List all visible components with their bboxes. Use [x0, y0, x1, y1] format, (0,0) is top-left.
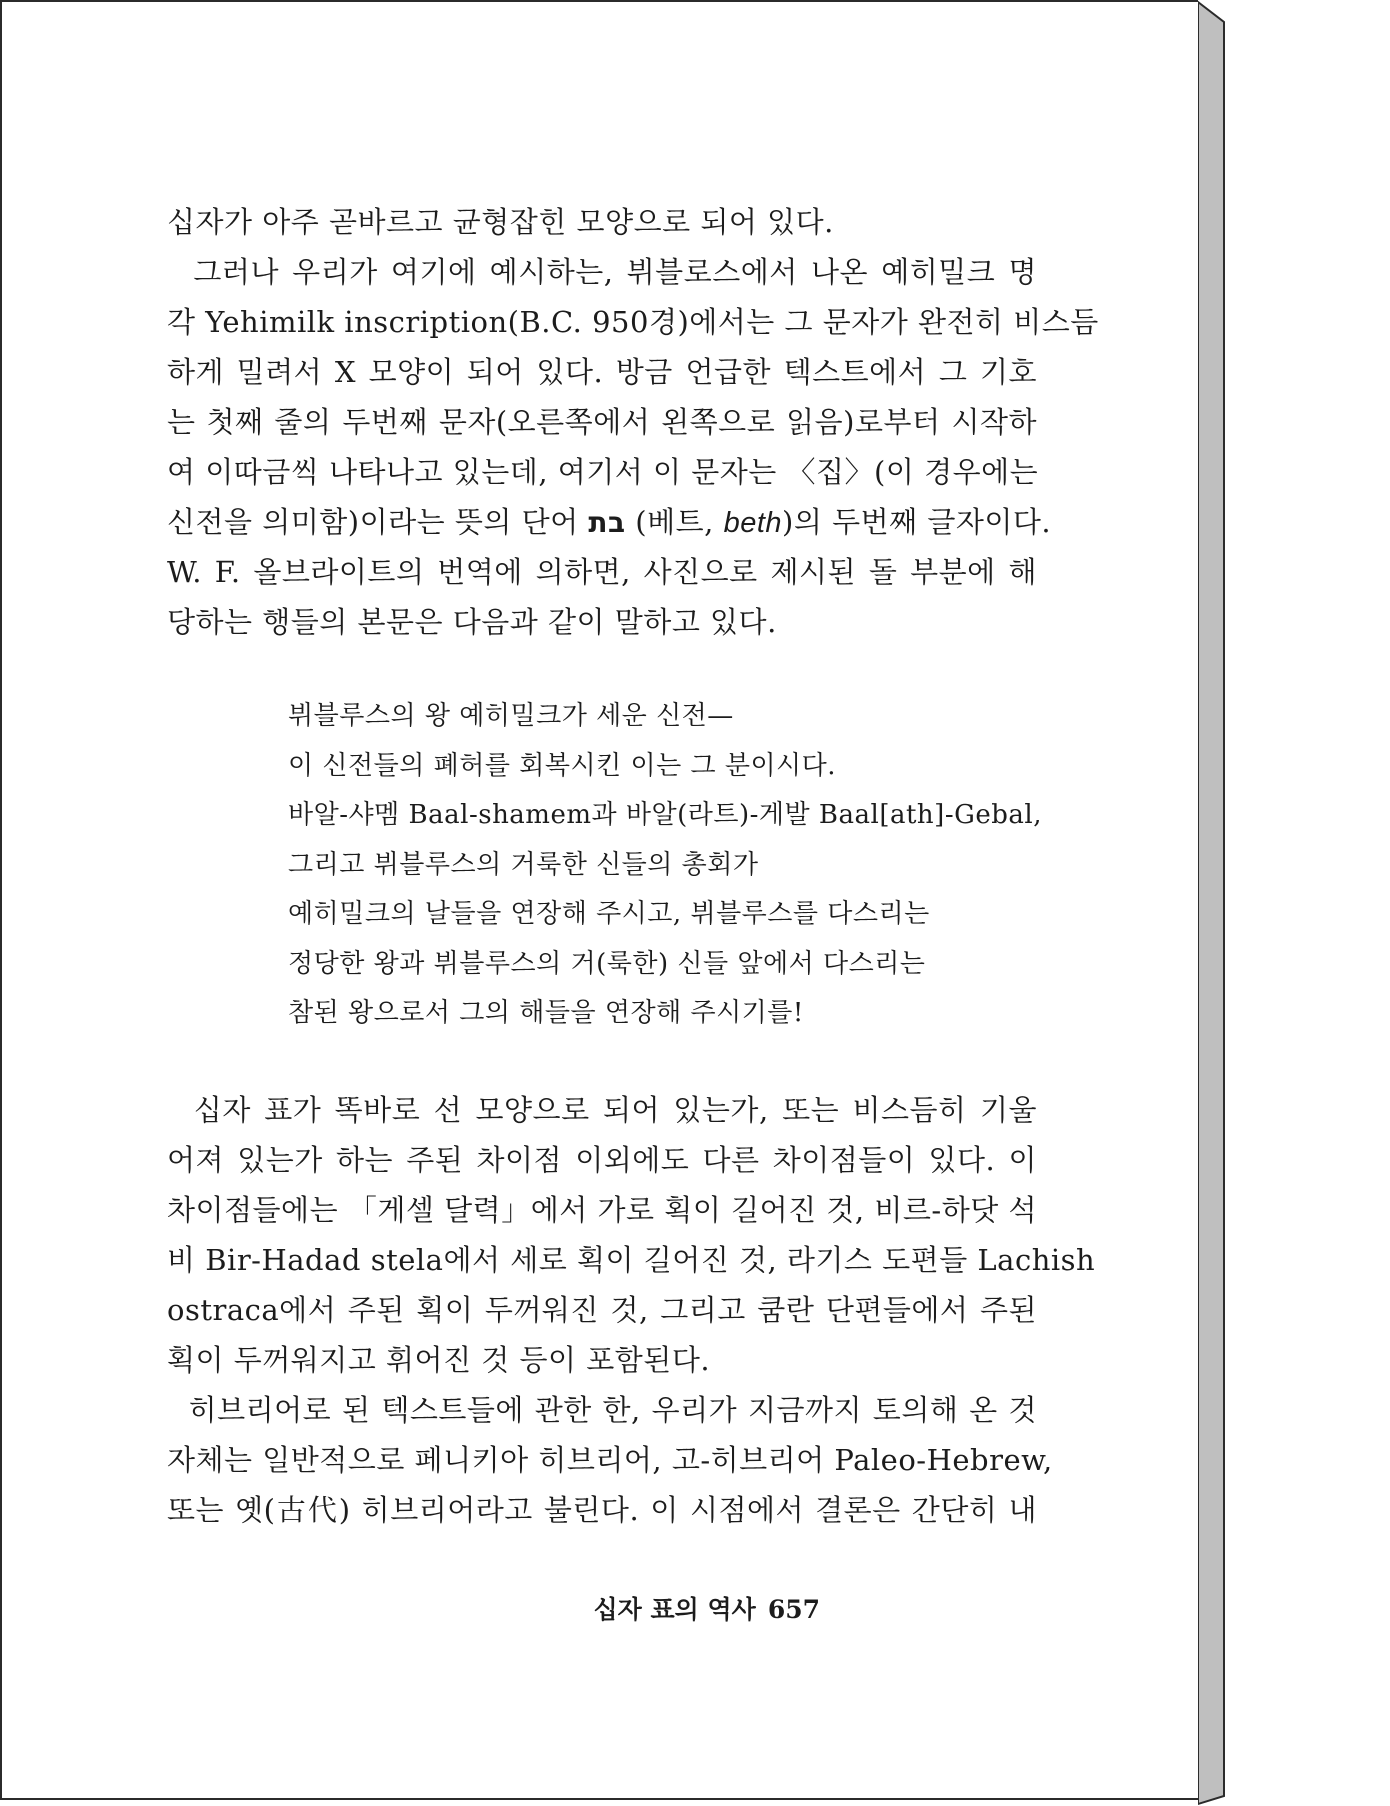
- verse-line: 정당한 왕과 뷔블루스의 거(룩한) 신들 앞에서 다스리는: [288, 948, 926, 979]
- hebrew-word-beth: בת: [588, 506, 626, 539]
- verse-line: 바알-샤멤 Baal-shamem과 바알(라트)-게발 Baal[ath]-Gebal,: [288, 800, 1042, 830]
- text-line: 여 이따금씩 나타나고 있는데, 여기서 이 문자는 〈집〉(이 경우에는: [167, 455, 1039, 489]
- text-line: ostraca에서 주된 획이 두꺼워진 것, 그리고 쿰란 단편들에서 주된: [167, 1293, 1037, 1327]
- verse-line: 그리고 뷔블루스의 거룩한 신들의 총회가: [288, 849, 759, 880]
- text-line: 각 Yehimilk inscription(B.C. 950경)에서는 그 문자가 완전히 비스듬: [167, 305, 1099, 339]
- verse-line: 예히밀크의 날들을 연장해 주시고, 뷔블루스를 다스리는: [288, 899, 930, 929]
- text-line: 십자가 아주 곧바르고 균형잡힌 모양으로 되어 있다.: [167, 205, 834, 239]
- text-segment: (베트,: [625, 505, 724, 539]
- paragraph-block-1: [167, 197, 1099, 647]
- text-line: 어져 있는가 하는 주된 차이점 이외에도 다른 차이점들이 있다. 이: [167, 1143, 1037, 1177]
- text-line: 당하는 행들의 본문은 다음과 같이 말하고 있다.: [167, 605, 777, 639]
- text-line: 또는 옛(古代) 히브리어라고 불린다. 이 시점에서 결론은 간단히 내: [167, 1493, 1037, 1527]
- text-line: 자체는 일반적으로 페니키아 히브리어, 고-히브리어 Paleo-Hebrew,: [167, 1443, 1053, 1477]
- inscription-translation: [288, 692, 1042, 1039]
- text-line: 그러나 우리가 여기에 예시하는, 뷔블로스에서 나온 예히밀크 명: [167, 255, 1037, 289]
- running-title: 십자 표의 역사: [593, 1595, 756, 1624]
- verse-line: 이 신전들의 폐허를 회복시킨 이는 그 분이시다.: [288, 750, 837, 781]
- text-line-with-hebrew: [167, 497, 1052, 547]
- verse-line: 뷔블루스의 왕 예히밀크가 세운 신전—: [288, 701, 734, 731]
- text-line: 히브리어로 된 텍스트들에 관한 한, 우리가 지금까지 토의해 온 것: [167, 1393, 1037, 1427]
- page-footer: [594, 1590, 821, 1626]
- text-line: 십자 표가 똑바로 선 모양으로 되어 있는가, 또는 비스듬히 기울: [167, 1093, 1037, 1127]
- verse-line: 참된 왕으로서 그의 해들을 연장해 주시기를!: [288, 998, 804, 1028]
- text-segment: 신전을 의미함)이라는 뜻의 단어: [167, 505, 589, 539]
- text-line: 는 첫째 줄의 두번째 문자(오른쪽에서 왼쪽으로 읽음)로부터 시작하: [167, 405, 1037, 439]
- italic-word: beth: [723, 507, 783, 539]
- text-line: W. F. 올브라이트의 번역에 의하면, 사진으로 제시된 돌 부분에 해: [167, 555, 1037, 589]
- paragraph-block-2: [167, 1085, 1096, 1535]
- text-line: 하게 밀려서 X 모양이 되어 있다. 방금 언급한 텍스트에서 그 기호: [167, 355, 1037, 389]
- text-segment: )의 두번째 글자이다.: [782, 505, 1052, 539]
- text-line: 비 Bir-Hadad stela에서 세로 획이 길어진 것, 라기스 도편들 Lachish: [167, 1243, 1096, 1277]
- page-edge: [1198, 0, 1230, 1806]
- page-number: 657: [767, 1595, 820, 1624]
- text-line: 차이점들에는 「게셀 달력」에서 가로 획이 길어진 것, 비르-하닷 석: [167, 1193, 1037, 1227]
- text-line: 획이 두꺼워지고 휘어진 것 등이 포함된다.: [167, 1343, 711, 1377]
